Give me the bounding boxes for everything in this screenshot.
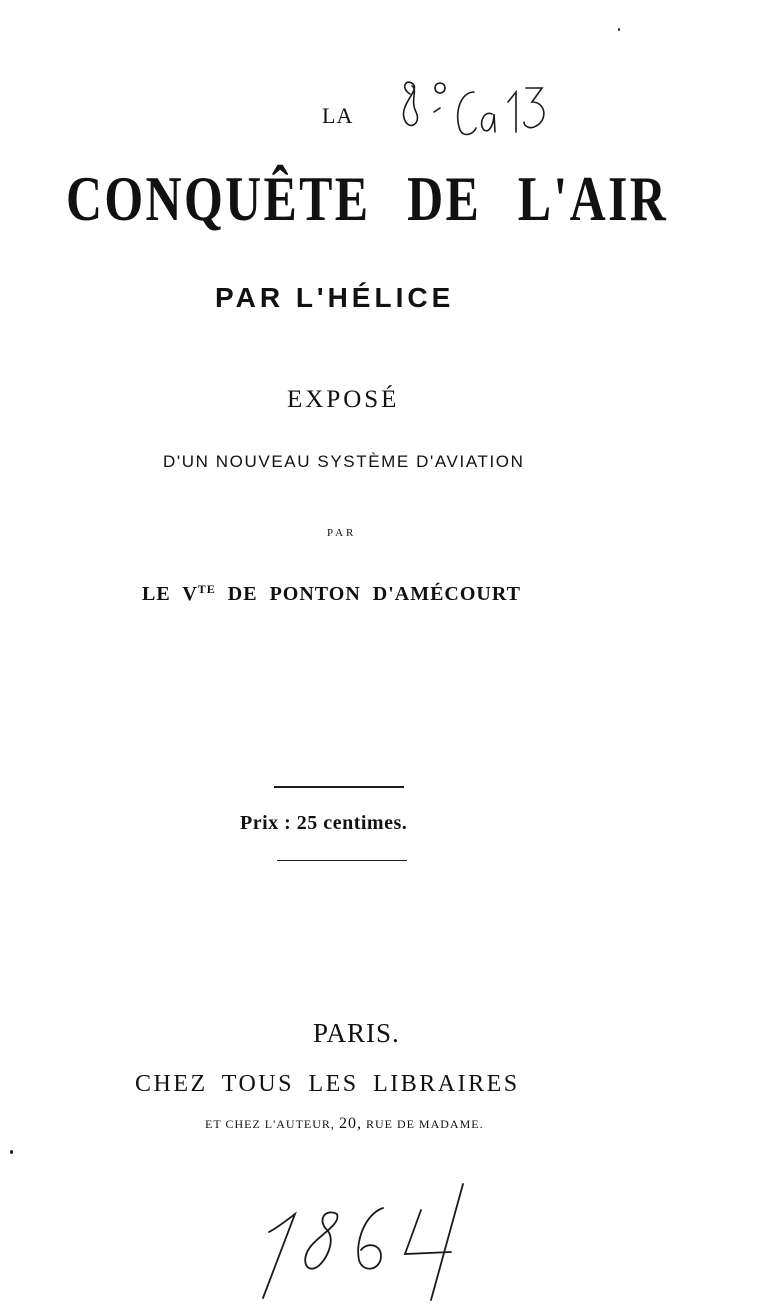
paper-speck [10, 1150, 13, 1154]
sub-title: PAR L'HÉLICE [215, 282, 455, 313]
address-number: 20, [338, 1115, 362, 1132]
expose-heading: EXPOSÉ [287, 386, 400, 413]
author-prefix: LE V [142, 583, 198, 605]
city-line: PARIS. [313, 1018, 400, 1048]
author-line [142, 582, 521, 606]
main-title: CONQUÊTE DE L'AIR [66, 163, 669, 234]
price-line: Prix : 25 centimes. [240, 812, 408, 834]
bottom-divider-rule [277, 860, 407, 861]
description-line: D'UN NOUVEAU SYSTÈME D'AVIATION [163, 452, 525, 471]
address-line [205, 1115, 484, 1133]
title-article: LA [322, 103, 354, 128]
author-name: DE PONTON D'AMÉCOURT [227, 583, 521, 605]
handwritten-year [255, 1180, 485, 1305]
by-label: PAR [327, 527, 357, 539]
address-prefix: ET CHEZ L'AUTEUR, [205, 1117, 335, 1131]
publisher-line: CHEZ TOUS LES LIBRAIRES [135, 1071, 520, 1097]
top-divider-rule [274, 786, 404, 788]
handwritten-shelfmark [396, 74, 566, 154]
author-superscript: TE [197, 582, 216, 596]
address-street: RUE DE MADAME. [365, 1117, 484, 1131]
paper-speck [618, 28, 620, 31]
